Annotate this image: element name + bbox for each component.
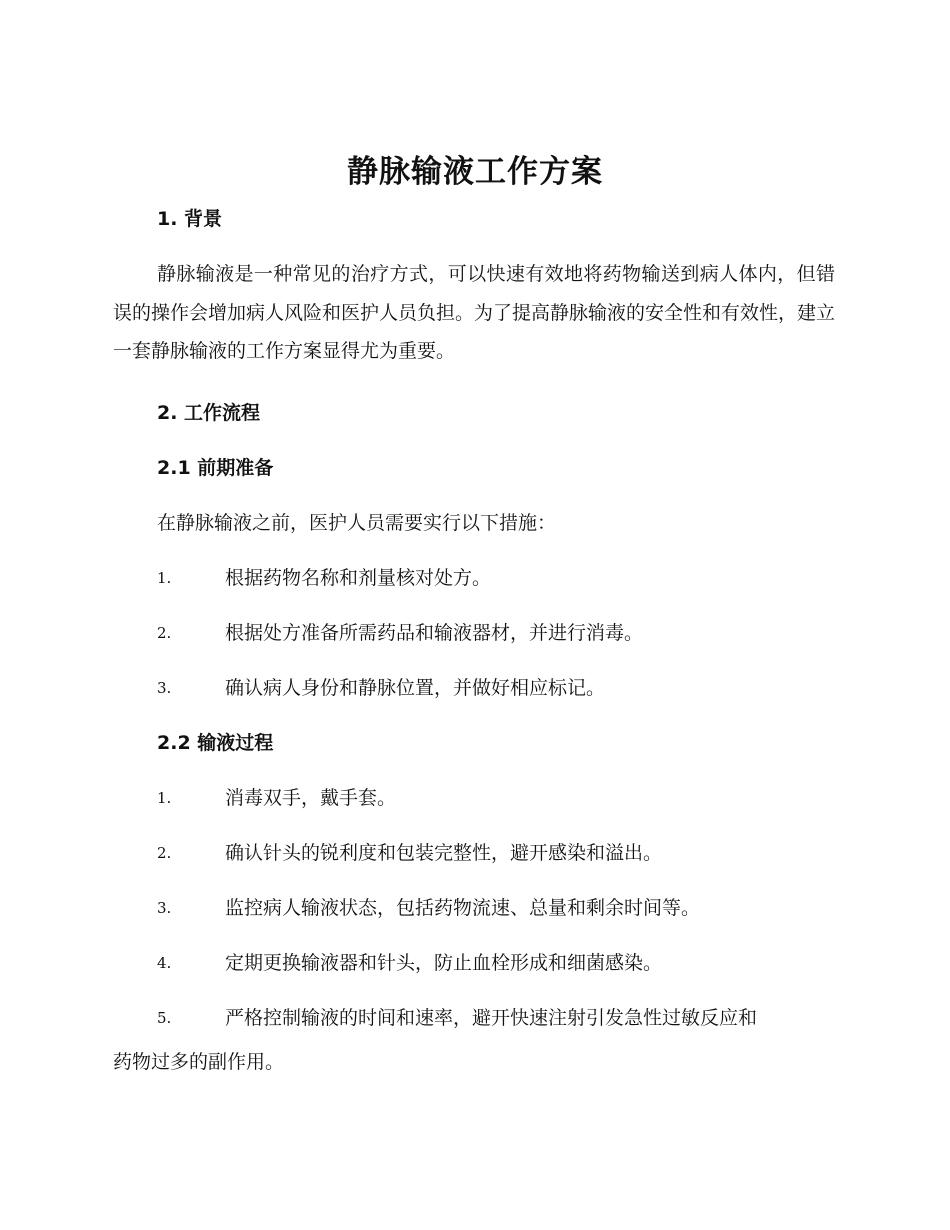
- list-text: 确认针头的锐利度和包装完整性，避开感染和溢出。: [225, 842, 663, 864]
- list-item: [0, 948, 950, 978]
- list-item: [0, 783, 950, 813]
- list-number: 4.: [157, 954, 172, 972]
- list-number: 5.: [157, 1009, 172, 1027]
- list-number: 3.: [157, 899, 172, 917]
- list-text: 根据处方准备所需药品和输液器材，并进行消毒。: [225, 622, 644, 644]
- list-number: 2.: [157, 624, 172, 642]
- list-text: 消毒双手，戴手套。: [225, 787, 397, 809]
- section-heading-workflow: 2. 工作流程: [157, 402, 261, 424]
- list-text: 严格控制输液的时间和速率，避开快速注射引发急性过敏反应和: [225, 1007, 758, 1029]
- list-number: 3.: [157, 679, 172, 697]
- list-text: 监控病人输液状态，包括药物流速、总量和剩余时间等。: [225, 897, 701, 919]
- background-paragraph: 静脉输液是一种常见的治疗方式，可以快速有效地将药物输送到病人体内，但错误的操作会增加病人风险和医护人员负担。为了提高静脉输液的安全性和有效性，建立一套静脉输液的工作方案显得尤为重要。: [113, 263, 836, 362]
- list-item: [0, 618, 950, 648]
- list-text: 确认病人身份和静脉位置，并做好相应标记。: [225, 677, 606, 699]
- list-number: 2.: [157, 844, 172, 862]
- list-item: [0, 893, 950, 923]
- list-item: [0, 1003, 950, 1073]
- section-heading-background: 1. 背景: [157, 208, 223, 230]
- list-number: 1.: [157, 569, 172, 587]
- subsection-heading-process: 2.2 输液过程: [157, 732, 274, 754]
- subsection-heading-preparation: 2.1 前期准备: [157, 457, 274, 479]
- list-text-continuation: 药物过多的副作用。: [113, 1051, 285, 1073]
- preparation-intro: 在静脉输液之前，医护人员需要实行以下措施：: [157, 512, 557, 534]
- document-title: 静脉输液工作方案: [347, 154, 603, 190]
- list-item: [0, 563, 950, 593]
- list-item: [0, 838, 950, 868]
- list-number: 1.: [157, 789, 172, 807]
- list-text: 根据药物名称和剂量核对处方。: [225, 567, 492, 589]
- list-text: 定期更换输液器和针头，防止血栓形成和细菌感染。: [225, 952, 663, 974]
- list-item: [0, 673, 950, 703]
